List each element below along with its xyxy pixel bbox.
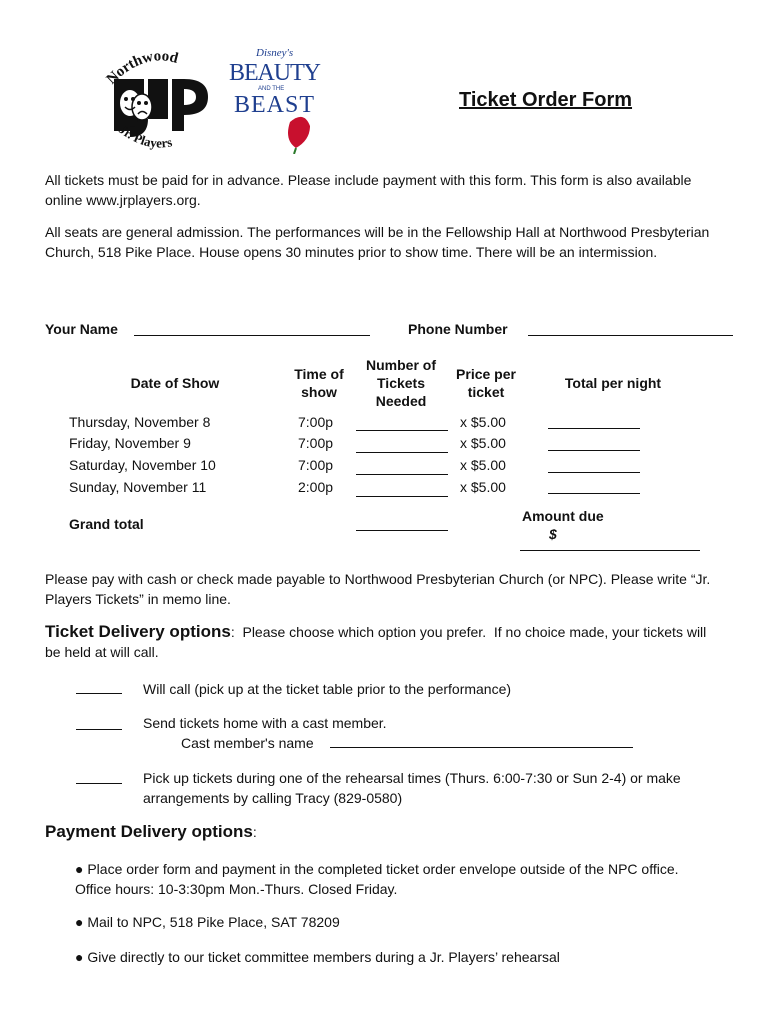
total-per-night-header: Total per night: [564, 375, 662, 391]
ticket-delivery-heading: Ticket Delivery options: [45, 622, 231, 641]
intro-paragraph-2: All seats are general admission. The performances will be in the Fellowship Hall at Northwood Presbyterian Church, 518 Pike Place. House opens 30 minutes prior to show time. There will be an intermission.: [45, 224, 710, 260]
jr-logo-text: JR: [292, 115, 307, 129]
number-of-tickets-header-line1: Number of: [366, 357, 436, 373]
tickets-needed-field[interactable]: [356, 474, 448, 475]
show-time: 2:00p: [298, 479, 334, 495]
grand-total-label: Grand total: [69, 516, 144, 532]
ticket-price: x $5.00: [460, 435, 506, 451]
show-date: Saturday, November 10: [69, 457, 216, 473]
show-date: Friday, November 9: [69, 435, 191, 451]
tickets-needed-field[interactable]: [356, 430, 448, 431]
ticket-price: x $5.00: [460, 457, 506, 473]
will-call-option: Will call (pick up at the ticket table prior to the performance): [143, 681, 512, 697]
payment-delivery-colon: :: [252, 824, 257, 840]
cast-member-choice-blank[interactable]: [76, 729, 122, 730]
total-per-night-field[interactable]: [548, 428, 640, 429]
grand-total-field[interactable]: [356, 530, 448, 531]
price-per-ticket-header-line1: Price per: [456, 366, 516, 382]
show-time: 7:00p: [298, 414, 334, 430]
cast-member-option: Send tickets home with a cast member.: [143, 715, 387, 731]
your-name-label: Your Name: [45, 321, 118, 337]
price-per-ticket-header: [446, 365, 526, 401]
phone-number-label: Phone Number: [408, 321, 508, 337]
total-per-night-field[interactable]: [548, 450, 640, 451]
ticket-price: x $5.00: [460, 479, 506, 495]
beast-logo-text: BEAST: [234, 92, 314, 118]
ticket-delivery-section: [45, 622, 725, 662]
total-per-night-field[interactable]: [548, 493, 640, 494]
amount-due-label: Amount due: [522, 508, 604, 524]
and-the-logo-text: AND THE: [258, 86, 285, 92]
show-time: 7:00p: [298, 435, 334, 451]
cast-member-name-field[interactable]: [330, 747, 633, 748]
ticket-delivery-colon: :: [230, 624, 235, 640]
northwood-logo-text: Northwood: [103, 48, 180, 88]
northwood-jr-players-logo: [100, 45, 212, 155]
dollar-sign: $: [549, 526, 557, 542]
payment-option-envelope: ● Place order form and payment in the completed ticket order envelope outside of the NPC office. Office hours: 10-3:30pm Mon.-Thurs. Closed Friday.: [75, 861, 679, 897]
masks-logo-graphic: [100, 45, 212, 155]
disney-logo-text: Disney's: [256, 47, 294, 59]
price-per-ticket-header-line2: ticket: [467, 384, 505, 400]
payment-note: Please pay with cash or check made payable to Northwood Presbyterian Church (or NPC). Please write “Jr. Players Tickets” in memo line.: [45, 571, 711, 607]
date-of-show-header: Date of Show: [130, 375, 220, 391]
beauty-beast-logo-graphic: [226, 44, 326, 154]
time-of-show-header: [284, 365, 354, 401]
payment-option-mail: ● Mail to NPC, 518 Pike Place, SAT 78209: [75, 914, 340, 930]
number-of-tickets-header-line2: Tickets: [377, 375, 425, 391]
tickets-needed-field[interactable]: [356, 452, 448, 453]
beauty-and-the-beast-jr-logo: [226, 44, 326, 154]
will-call-choice-blank[interactable]: [76, 693, 122, 694]
show-date: Thursday, November 8: [69, 414, 211, 430]
time-of-show-header-line2: show: [301, 384, 337, 400]
number-of-tickets-header: [356, 356, 446, 410]
jr-players-logo-text: Jr. Players: [116, 121, 174, 151]
amount-due-field[interactable]: [520, 550, 700, 551]
tickets-needed-field[interactable]: [356, 496, 448, 497]
total-per-night-field[interactable]: [548, 472, 640, 473]
your-name-field[interactable]: [134, 335, 370, 336]
phone-number-field[interactable]: [528, 335, 733, 336]
show-time: 7:00p: [298, 457, 334, 473]
beauty-logo-text: BEAUTY: [229, 60, 321, 86]
rehearsal-pickup-option: Pick up tickets during one of the rehearsal times (Thurs. 6:00-7:30 or Sun 2-4) or make arrangements by calling Tracy (829-0580): [143, 770, 681, 806]
cast-member-name-label: Cast member's name: [181, 735, 314, 751]
time-of-show-header-line1: Time of: [294, 366, 344, 382]
intro-paragraph-1: All tickets must be paid for in advance. Please include payment with this form. This form is also available online www.jrplayers.org.: [45, 172, 692, 208]
ticket-price: x $5.00: [460, 414, 506, 430]
payment-option-committee: ● Give directly to our ticket committee members during a Jr. Players’ rehearsal: [75, 949, 560, 965]
number-of-tickets-header-line3: Needed: [375, 393, 427, 409]
show-date: Sunday, November 11: [69, 479, 207, 495]
payment-delivery-section: [45, 822, 725, 842]
ticket-delivery-intro: Please choose which option you prefer. If no choice made, your tickets will be held at will call.: [45, 624, 711, 660]
payment-delivery-heading: Payment Delivery options: [45, 822, 253, 841]
rehearsal-pickup-choice-blank[interactable]: [76, 783, 122, 784]
page-title: Ticket Order Form: [459, 89, 633, 111]
